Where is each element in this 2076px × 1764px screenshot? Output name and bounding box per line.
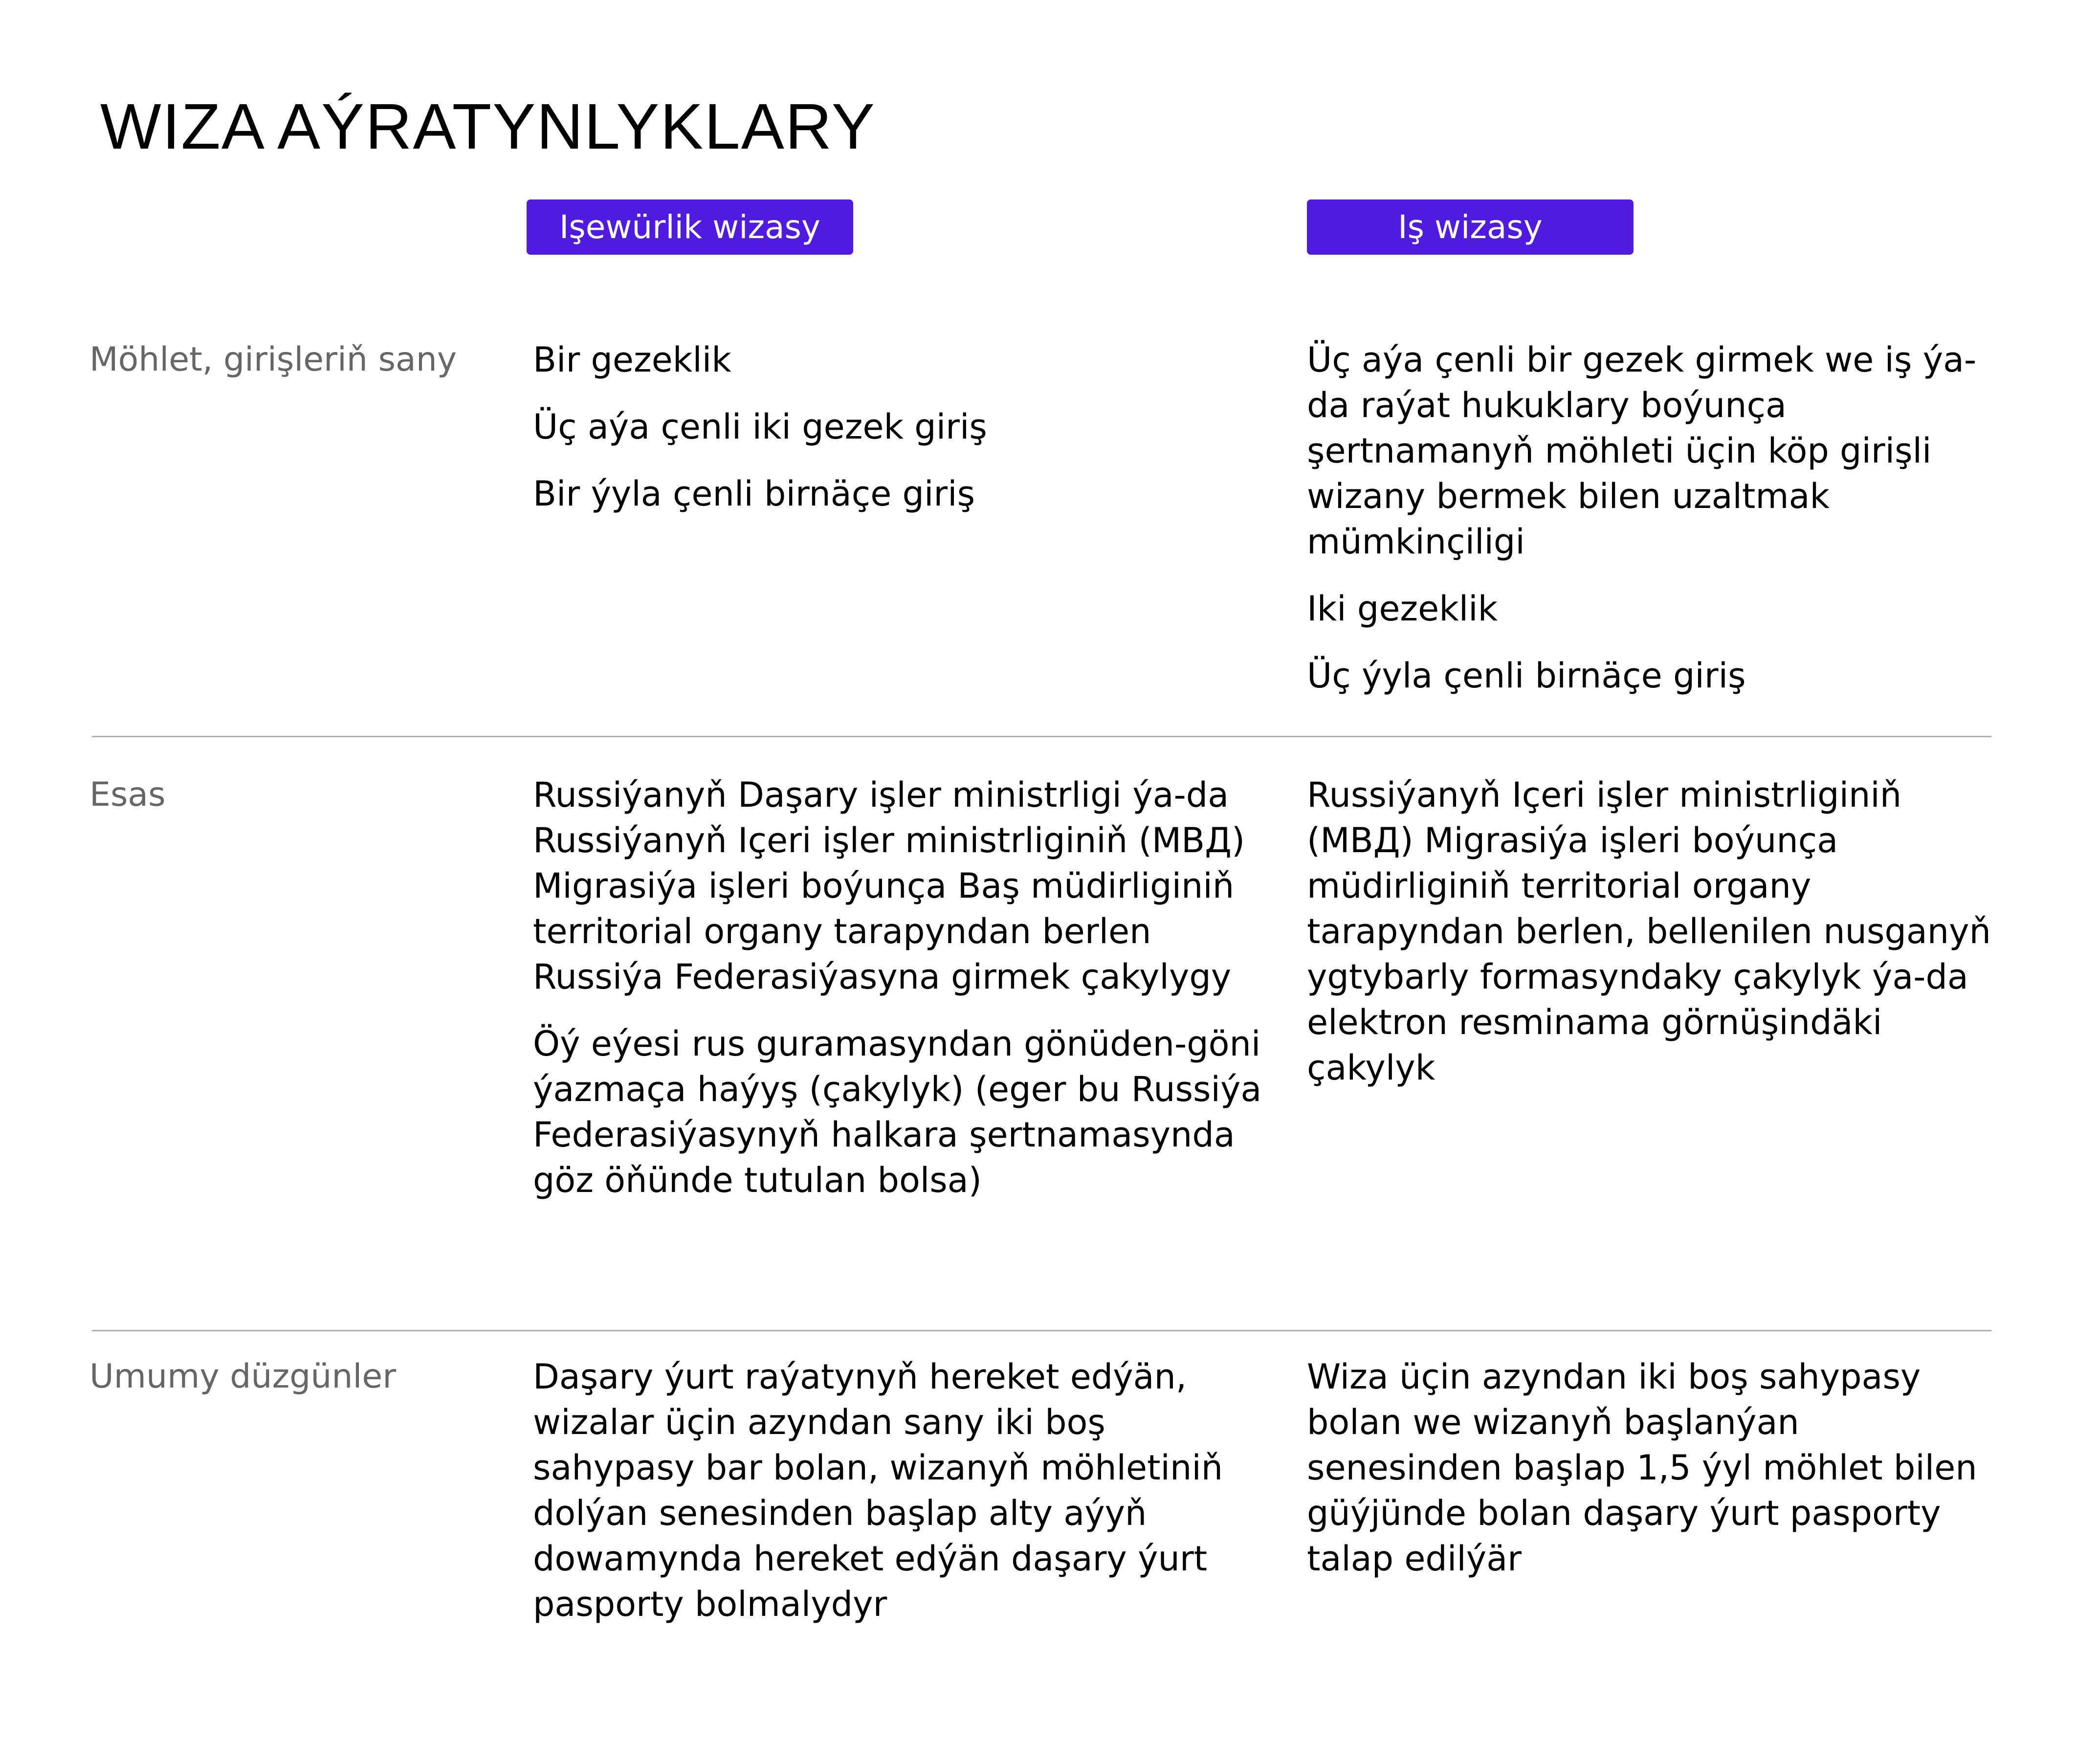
cell-item: Russiýanyň Içeri işler ministrliginiň (МВД) Migrasiýa işleri boýunça müdirliginiň territorial organy tarapyndan berlen, bellenilen nusganyň ygtybarly formasyndaky çakylyk ýa-da elektron resminama görnüşindäki çakylyk bbox=[1307, 775, 1991, 1088]
cell-isewurlik bbox=[533, 1354, 1266, 1627]
cell-is bbox=[1307, 1354, 1991, 1582]
column-header-badge-isewurlik: Işewürlik wizasy bbox=[527, 199, 853, 255]
column-header-badge-is: Iş wizasy bbox=[1307, 199, 1634, 255]
row-divider bbox=[92, 1330, 1991, 1331]
cell-isewurlik bbox=[533, 772, 1266, 1203]
row-label: Möhlet, girişleriň sany bbox=[89, 340, 457, 379]
page-title: WIZA AÝRATYNLYKLARY bbox=[100, 90, 876, 163]
cell-item: Üç aýa çenli bir gezek girmek we iş ýa-da raýat hukuklary boýunça şertnamanyň möhleti üçin köp girişli wizany bermek bilen uzaltmak mümkinçiligi bbox=[1307, 340, 1977, 562]
cell-item: Bir ýyla çenli birnäçe giriş bbox=[533, 474, 975, 514]
cell-item: Bir gezeklik bbox=[533, 340, 731, 380]
cell-item: Üç aýa çenli iki gezek giriş bbox=[533, 407, 987, 447]
row-label: Umumy düzgünler bbox=[89, 1357, 397, 1396]
cell-is bbox=[1307, 772, 1991, 1091]
cell-is bbox=[1307, 337, 1991, 699]
cell-item: Russiýanyň Daşary işler ministrligi ýa-da Russiýanyň Içeri işler ministrliginiň (МВД) Migrasiýa işleri boýunça Baş müdirliginiň territorial organy tarapyndan berlen Russiýa Federasiýasyna girmek çakylygy bbox=[533, 775, 1245, 997]
cell-item: Üç ýyla çenli birnäçe giriş bbox=[1307, 656, 1746, 696]
cell-item: Iki gezeklik bbox=[1307, 589, 1498, 629]
cell-item: Wiza üçin azyndan iki boş sahypasy bolan we wizanyň başlanýan senesinden başlap 1,5 ýyl möhlet bilen güýjünde bolan daşary ýurt pasporty talap edilýär bbox=[1307, 1357, 1977, 1579]
cell-item: Öý eýesi rus guramasyndan gönüden-göni ýazmaça haýyş (çakylyk) (eger bu Russiýa Federasiýasynyň halkara şertnamasynda göz öňünde tutulan bolsa) bbox=[533, 1024, 1262, 1200]
cell-item: Daşary ýurt raýatynyň hereket edýän, wizalar üçin azyndan sany iki boş sahypasy bar bolan, wizanyň möhletiniň dolýan senesinden başlap alty aýyň dowamynda hereket edýän daşary ýurt pasporty bolmalydyr bbox=[533, 1357, 1223, 1624]
row-divider bbox=[92, 736, 1991, 737]
row-label: Esas bbox=[89, 775, 166, 814]
cell-isewurlik bbox=[533, 337, 1266, 517]
